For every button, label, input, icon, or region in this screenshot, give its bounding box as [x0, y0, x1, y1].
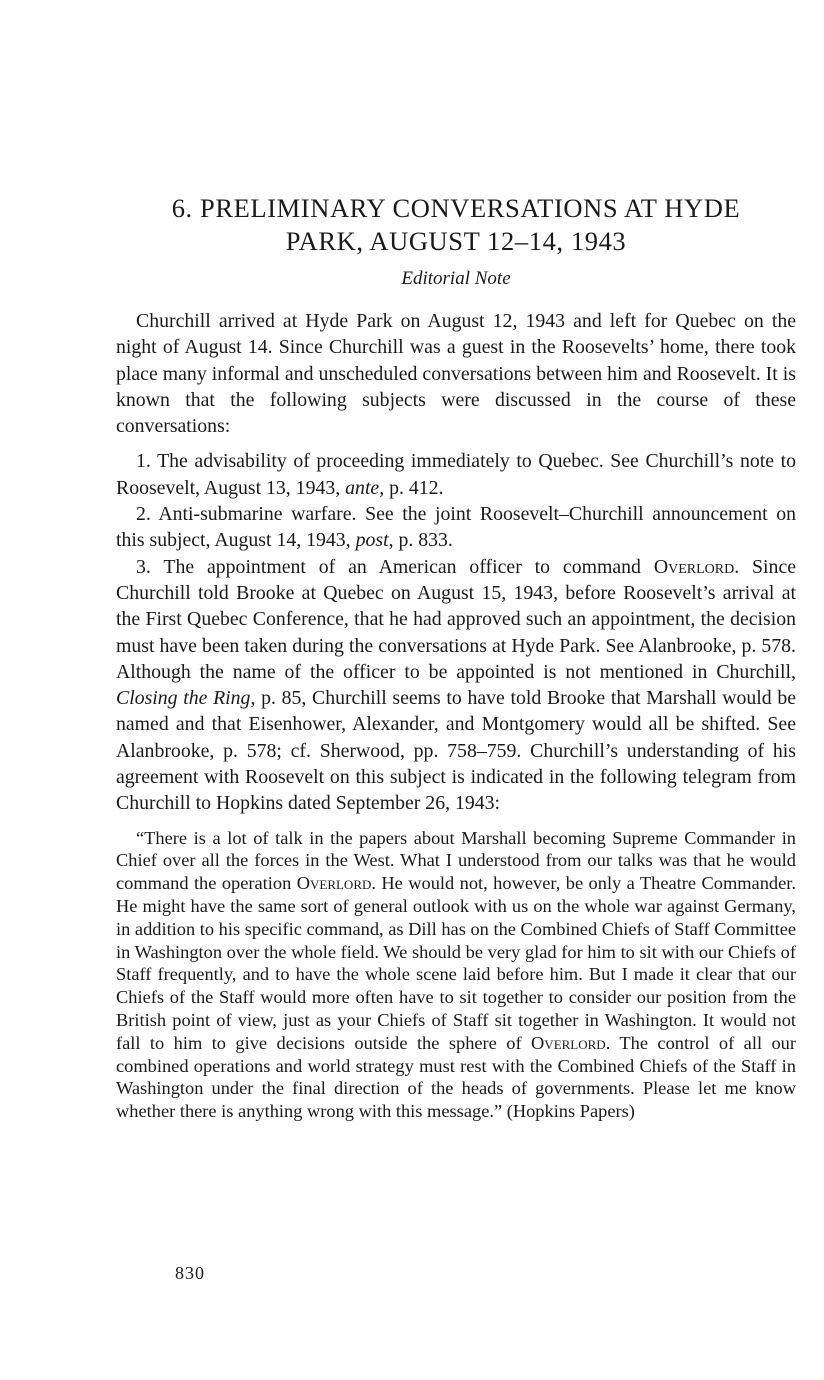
overlord-codename: Overlord [653, 555, 735, 578]
document-page [116, 192, 796, 1123]
list-item-3-part2: . Since Churchill told Brooke at Quebec on August 15, 1943, before Roosevelt’s arrival at the First Quebec Conference, that he had approved such an appointment, the decision must have been taken during the conversations at Hyde Park. See Alanbrooke, p. 578. Although the name of the officer to be appointed is not mentioned in Churchill, [116, 555, 797, 683]
list-item-2-text: 2. Anti-submarine warfare. See the joint Roosevelt–Churchill announcement on this subject, August 14, 1943, [116, 503, 796, 552]
quote-part3: . The control of all our combined operations and world strategy must rest with the Combined Chiefs of the Staff in Washington under the final direction of the heads of governments. Please let me know whether there is anything wrong with this message.” (Hopkins Papers) [116, 1032, 797, 1122]
list-item-2-page: , p. 833. [388, 529, 453, 552]
quote-part1: “There is a lot of talk in the papers about Marshall becoming Supreme Commander in Chief over all the forces in the West. What I understood from our talks was that he would command the operation [116, 827, 796, 894]
list-item-1-page: , p. 412. [379, 476, 444, 499]
chapter-title-line2: PARK, AUGUST 12–14, 1943 [285, 226, 627, 256]
editorial-note-heading: Editorial Note [401, 268, 511, 289]
list-item-2 [116, 501, 796, 554]
book-title: Closing the Ring [116, 687, 251, 710]
list-item-3 [116, 554, 796, 817]
list-item-3-part3: , p. 85, Churchill seems to have told Brooke that Marshall would be named and that Eisenhower, Alexander, and Montgomery would all be shifted. See Alanbrooke, p. 578; cf. Sherwood, pp. 758–759. Churchill’s understanding of his agreement with Roosevelt on this subject is indicated in the following telegram from Churchill to Hopkins dated September 26, 1943: [116, 687, 797, 815]
page-number: 830 [175, 1263, 205, 1283]
list-item-3-part1: 3. The appointment of an American officer to command [136, 555, 641, 578]
chapter-title [116, 192, 796, 258]
list-item-1-text: 1. The advisability of proceeding immediately to Quebec. See Churchill’s note to Roosevelt, August 13, 1943, [116, 450, 796, 499]
quote-part2: . He would not, however, be only a Theatre Commander. He might have the same sort of general outlook with us on the whole war against Germany, in addition to his specific command, as Dill has on the Combined Chiefs of Staff Committee in Washington over the whole field. We should be very glad for him to sit with our Chiefs of Staff frequently, and to have the whole scene laid before him. But I made it clear that our Chiefs of the Staff would more often have to sit together to consider our position from the British point of view, just as your Chiefs of Staff sit together in Washington. It would not fall to him to give decisions outside the sphere of [116, 873, 797, 1053]
intro-paragraph: Churchill arrived at Hyde Park on August 12, 1943 and left for Quebec on the night of August 14. Since Churchill was a guest in the Roosevelts’ home, there took place many informal and unscheduled conversations between him and Roosevelt. It is known that the following subjects were discussed in the course of these conversations: [116, 310, 796, 438]
list-item-2-ref: post [355, 529, 389, 552]
quote-overlord-2: Overlord [531, 1032, 606, 1053]
telegram-quote [116, 827, 796, 1123]
list-item-1 [116, 448, 796, 501]
chapter-title-line1: 6. PRELIMINARY CONVERSATIONS AT HYDE [171, 193, 741, 223]
list-item-1-ref: ante [345, 476, 380, 499]
quote-overlord-1: Overlord [296, 873, 372, 894]
